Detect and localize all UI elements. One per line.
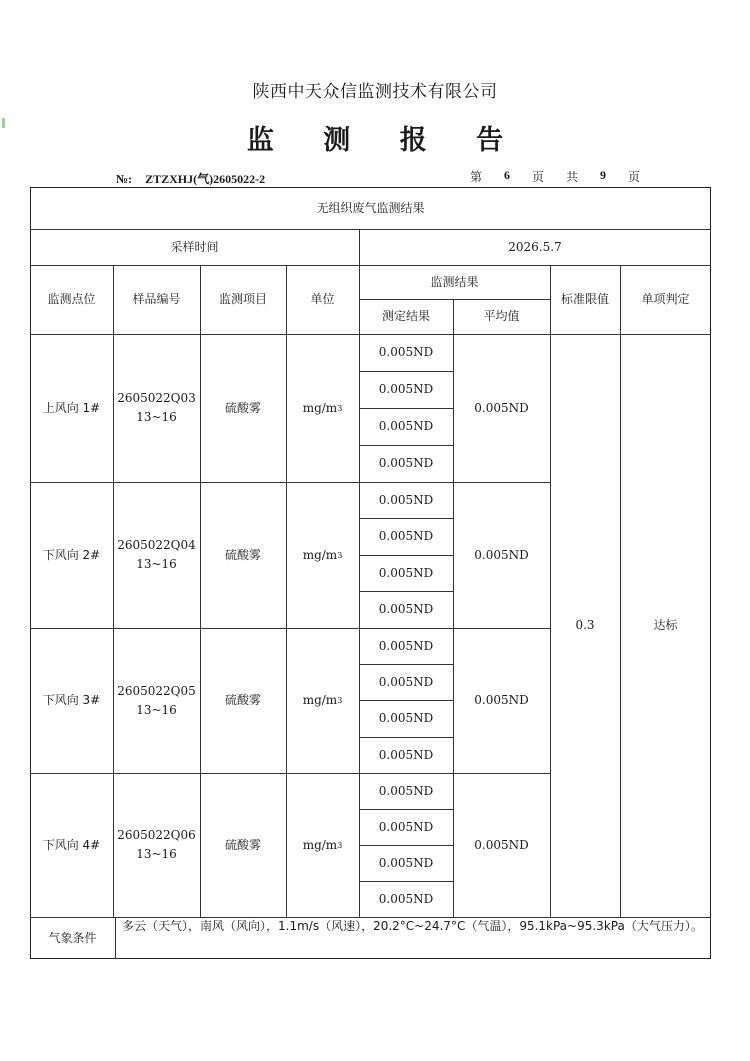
col-header-unit: 单位 (310, 292, 335, 306)
measured-cell: 0.005ND (378, 602, 434, 616)
sample-no-cell (113, 482, 200, 628)
page-gong: 共 (565, 170, 578, 184)
measured-cell: 0.005ND (378, 492, 434, 507)
measured-cell: 0.005ND (378, 456, 434, 470)
document-number (116, 170, 265, 187)
unit-cell (286, 773, 359, 917)
col-header-item: 监测项目 (218, 292, 267, 306)
unit-text: mg/m (302, 547, 338, 562)
measured-cell: 0.005ND (378, 747, 434, 762)
measured-cell: 0.005ND (378, 711, 434, 725)
average-cell: 0.005ND (474, 547, 529, 562)
item-cell: 硫酸雾 (224, 693, 261, 707)
col-header-limit: 标准限值 (560, 292, 609, 306)
sampling-time-label: 采样时间 (170, 239, 219, 254)
point-cell: 下风向 2# (42, 547, 101, 562)
col-header-average: 平均值 (483, 309, 520, 323)
measured-cell: 0.005ND (378, 819, 434, 834)
rule-v (115, 917, 116, 959)
weather-label: 气象条件 (48, 930, 97, 945)
sampling-date: 2026.5.7 (508, 239, 562, 254)
measured-cell: 0.005ND (378, 529, 434, 543)
col-header-measured: 测定结果 (381, 309, 430, 323)
unit-superscript: 3 (337, 550, 343, 560)
measured-cell: 0.005ND (378, 345, 434, 359)
report-title: 监 测 报 告 (246, 125, 524, 156)
measured-cell: 0.005ND (378, 674, 434, 689)
company-name: 陕西中天众信监测技术有限公司 (252, 82, 498, 102)
measured-cell: 0.005ND (378, 565, 434, 580)
point-cell: 上风向 1# (42, 400, 101, 415)
page-ye: 页 (531, 170, 544, 184)
average-cell: 0.005ND (474, 693, 529, 707)
measured-cell: 0.005ND (378, 891, 434, 906)
doc-no-value: ZTZXHJ(气)2605022-2 (145, 172, 266, 186)
col-header-sample-no: 样品编号 (132, 292, 181, 306)
unit-superscript: 3 (337, 840, 343, 850)
sample-no-cell (113, 773, 200, 917)
point-cell: 下风向 3# (42, 693, 101, 707)
measured-cell: 0.005ND (378, 419, 434, 433)
measured-cell: 0.005ND (378, 783, 434, 798)
unit-cell (286, 334, 359, 482)
doc-no-label: №: (116, 172, 133, 186)
point-cell: 下风向 4# (42, 837, 101, 852)
col-header-point: 监测点位 (47, 292, 96, 306)
unit-text: mg/m (302, 837, 338, 852)
table-title: 无组织废气监测结果 (316, 200, 425, 215)
sample-no-line1: 2605022Q05 (117, 683, 196, 698)
unit-superscript: 3 (337, 696, 343, 705)
item-cell: 硫酸雾 (224, 547, 261, 562)
col-header-judgement: 单项判定 (641, 292, 690, 306)
sample-no-cell (113, 334, 200, 482)
sample-no-line1: 2605022Q04 (117, 538, 196, 552)
sample-no-line2: 13~16 (136, 557, 177, 571)
average-cell: 0.005ND (474, 400, 529, 415)
item-cell: 硫酸雾 (224, 837, 261, 852)
unit-text: mg/m (302, 693, 338, 707)
page-ye2: 页 (627, 170, 640, 184)
average-cell: 0.005ND (474, 837, 529, 852)
standard-limit: 0.3 (575, 618, 595, 632)
page-total: 9 (599, 168, 606, 182)
measured-cell: 0.005ND (378, 855, 434, 870)
judgement-result: 达标 (653, 618, 678, 632)
item-cell: 硫酸雾 (224, 400, 261, 415)
unit-cell (286, 482, 359, 628)
unit-text: mg/m (302, 400, 338, 415)
unit-superscript: 3 (337, 403, 343, 413)
measured-cell: 0.005ND (378, 382, 434, 396)
col-header-result: 监测结果 (430, 274, 479, 289)
sample-no-line1: 2605022Q06 (117, 828, 196, 842)
measured-cell: 0.005ND (378, 638, 434, 653)
results-table (30, 187, 711, 959)
sample-no-line1: 2605022Q03 (117, 391, 196, 405)
page-di: 第 (470, 170, 483, 184)
sample-no-cell (113, 628, 200, 773)
page-indicator (470, 168, 640, 185)
weather-conditions: 多云（天气），南风（风向），1.1m/s（风速），20.2°C~24.7°C（气温），95.1kPa~95.3kPa（大气压力）。 (122, 919, 703, 933)
page-current: 6 (504, 168, 510, 182)
sample-no-line2: 13~16 (136, 847, 177, 861)
sample-no-line2: 13~16 (136, 410, 177, 424)
unit-cell (286, 628, 359, 773)
sample-no-line2: 13~16 (136, 702, 177, 717)
